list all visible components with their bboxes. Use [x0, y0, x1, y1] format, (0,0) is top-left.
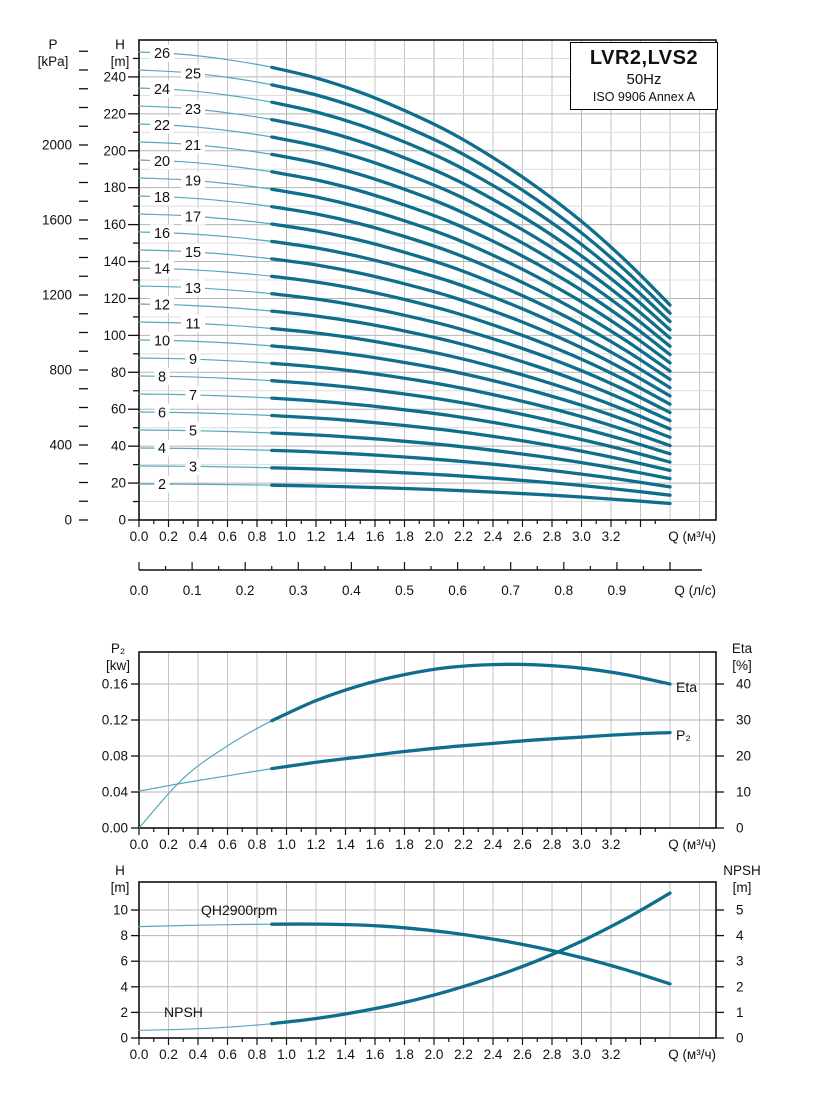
npsh-axis-header: [712, 862, 772, 896]
svg-text:0: 0: [736, 820, 744, 836]
h-bottom-axis-header: [96, 862, 144, 896]
svg-text:80: 80: [110, 364, 126, 380]
qh2900-curve-label: QH2900rpm: [201, 902, 278, 918]
svg-text:0: 0: [736, 1030, 744, 1046]
svg-text:0.00: 0.00: [101, 820, 128, 836]
svg-text:240: 240: [103, 69, 126, 85]
svg-text:2.6: 2.6: [513, 1047, 532, 1062]
p-axis-unit: [kPa]: [37, 54, 69, 69]
svg-text:0.5: 0.5: [395, 583, 414, 598]
svg-text:0.0: 0.0: [129, 529, 149, 544]
pump-frequency: 50Hz: [626, 71, 662, 88]
svg-text:4: 4: [736, 928, 744, 944]
p2-curve-label: P₂: [676, 727, 691, 743]
p2-curve: [272, 733, 670, 769]
h-axis-title: H: [115, 37, 125, 52]
svg-text:9: 9: [188, 352, 198, 369]
svg-text:1.8: 1.8: [395, 837, 414, 852]
svg-text:20: 20: [110, 475, 126, 491]
svg-text:0.8: 0.8: [247, 1047, 267, 1062]
svg-text:23: 23: [184, 102, 202, 119]
main-p-axis: [42, 51, 88, 527]
svg-text:800: 800: [49, 362, 72, 378]
svg-text:3: 3: [736, 953, 744, 969]
p2-axis-title: P₂: [110, 641, 126, 656]
svg-text:2.4: 2.4: [483, 1047, 503, 1062]
svg-text:18: 18: [153, 189, 171, 206]
svg-text:2: 2: [736, 979, 744, 995]
svg-text:1.4: 1.4: [336, 529, 355, 544]
middle-x-axis: [130, 828, 656, 852]
svg-text:17: 17: [184, 209, 202, 226]
title-box: [570, 42, 718, 110]
svg-text:2: 2: [120, 1004, 128, 1020]
svg-text:0.4: 0.4: [188, 837, 208, 852]
npsh-axis-unit: [m]: [732, 880, 752, 895]
svg-text:2.0: 2.0: [424, 837, 444, 852]
main-x-axis-lps: [130, 562, 702, 598]
svg-text:3.2: 3.2: [601, 529, 621, 544]
eta-axis-header: [718, 640, 766, 674]
svg-text:0.4: 0.4: [188, 529, 208, 544]
pump-model: LVR2,LVS2: [589, 47, 699, 69]
svg-text:200: 200: [103, 143, 126, 159]
svg-text:1.8: 1.8: [395, 1047, 414, 1062]
svg-text:60: 60: [110, 401, 126, 417]
svg-text:2.8: 2.8: [542, 529, 562, 544]
svg-text:0.0: 0.0: [129, 1047, 149, 1062]
q-unit-middle: Q (м³/ч): [668, 837, 716, 852]
svg-text:3.2: 3.2: [601, 1047, 621, 1062]
svg-text:0.9: 0.9: [607, 583, 627, 598]
svg-text:0.0: 0.0: [129, 583, 149, 598]
svg-text:10: 10: [736, 784, 752, 800]
svg-text:30: 30: [736, 712, 752, 728]
svg-text:1.8: 1.8: [395, 529, 414, 544]
svg-text:0.04: 0.04: [101, 784, 128, 800]
svg-text:100: 100: [103, 327, 126, 343]
svg-text:26: 26: [153, 46, 171, 63]
middle-chart-border: [139, 652, 716, 828]
svg-text:12: 12: [153, 297, 171, 314]
svg-text:2: 2: [157, 477, 167, 494]
svg-text:2000: 2000: [41, 137, 72, 153]
bottom-x-axis: [130, 1038, 656, 1062]
svg-text:0.6: 0.6: [218, 1047, 237, 1062]
svg-text:15: 15: [184, 245, 202, 262]
eta-curve: [272, 664, 670, 720]
svg-text:0.12: 0.12: [101, 712, 128, 728]
svg-text:0.3: 0.3: [288, 583, 308, 598]
npsh-curve-label: NPSH: [164, 1004, 203, 1020]
svg-text:0.8: 0.8: [247, 529, 267, 544]
svg-text:13: 13: [184, 280, 202, 297]
svg-text:1.2: 1.2: [306, 837, 326, 852]
svg-text:22: 22: [153, 118, 171, 135]
h-axis-unit: [m]: [110, 54, 130, 69]
svg-text:5: 5: [188, 423, 198, 440]
qh2900-curve: [272, 924, 670, 984]
svg-text:0.6: 0.6: [218, 529, 237, 544]
svg-text:19: 19: [184, 173, 202, 190]
svg-text:2.4: 2.4: [483, 529, 503, 544]
bottom-left-axis: [113, 903, 139, 1046]
middle-left-axis: [102, 677, 139, 836]
svg-text:1.6: 1.6: [365, 529, 385, 544]
q-unit-lps: Q (л/с): [674, 583, 716, 598]
svg-text:0.6: 0.6: [218, 837, 237, 852]
svg-text:4: 4: [157, 441, 167, 458]
svg-text:25: 25: [184, 66, 202, 83]
p-axis-title: P: [48, 37, 58, 52]
svg-text:20: 20: [153, 153, 171, 170]
bottom-right-axis: [716, 903, 744, 1046]
svg-text:0: 0: [118, 512, 126, 528]
svg-text:0: 0: [64, 512, 72, 528]
svg-text:0.1: 0.1: [182, 583, 202, 598]
svg-text:16: 16: [153, 225, 171, 242]
main-h-axis: [103, 58, 139, 527]
svg-text:2.8: 2.8: [542, 1047, 562, 1062]
svg-text:11: 11: [185, 316, 201, 333]
svg-text:0.8: 0.8: [247, 837, 267, 852]
svg-text:8: 8: [120, 928, 128, 944]
svg-text:3: 3: [188, 459, 198, 476]
main-x-axis: [130, 520, 656, 544]
svg-text:400: 400: [49, 437, 72, 453]
npsh-curve: [272, 893, 670, 1024]
svg-text:10: 10: [153, 333, 171, 350]
q-unit-bottom: Q (м³/ч): [668, 1047, 716, 1062]
svg-text:3.2: 3.2: [601, 837, 621, 852]
svg-text:10: 10: [112, 902, 128, 918]
svg-text:24: 24: [153, 82, 171, 99]
eta-axis-title: Eta: [731, 641, 753, 656]
svg-text:8: 8: [157, 369, 167, 386]
eta-axis-unit: [%]: [732, 658, 752, 673]
h-bottom-axis-unit: [m]: [110, 880, 130, 895]
npsh-axis-title: NPSH: [723, 863, 761, 878]
svg-text:0.0: 0.0: [129, 837, 149, 852]
test-standard: ISO 9906 Annex A: [592, 90, 696, 104]
svg-text:2.6: 2.6: [513, 837, 532, 852]
svg-text:0.2: 0.2: [235, 583, 255, 598]
svg-text:0.8: 0.8: [554, 583, 574, 598]
svg-text:5: 5: [736, 902, 744, 918]
svg-text:2.8: 2.8: [542, 837, 562, 852]
svg-text:7: 7: [188, 387, 198, 404]
svg-text:2.2: 2.2: [454, 529, 473, 544]
svg-text:0.2: 0.2: [159, 837, 178, 852]
svg-text:0.4: 0.4: [342, 583, 361, 598]
svg-text:2.2: 2.2: [454, 837, 473, 852]
svg-text:1.2: 1.2: [306, 529, 326, 544]
svg-text:14: 14: [153, 261, 171, 278]
svg-text:1.6: 1.6: [365, 1047, 385, 1062]
svg-text:1.2: 1.2: [306, 1047, 326, 1062]
svg-text:1.4: 1.4: [336, 1047, 355, 1062]
h-bottom-axis-title: H: [115, 863, 125, 878]
qh-curve-stage-16: [272, 241, 670, 387]
svg-text:120: 120: [103, 290, 126, 306]
svg-text:3.0: 3.0: [572, 529, 591, 544]
svg-text:3.0: 3.0: [572, 1047, 591, 1062]
svg-text:0.6: 0.6: [448, 583, 467, 598]
svg-text:40: 40: [736, 676, 752, 692]
svg-text:0.2: 0.2: [159, 529, 178, 544]
svg-text:140: 140: [103, 254, 126, 270]
middle-right-axis: [716, 677, 751, 836]
h-axis-header: [96, 36, 144, 70]
svg-text:2.4: 2.4: [483, 837, 503, 852]
svg-text:1.6: 1.6: [365, 837, 385, 852]
p-axis-header: [29, 36, 77, 70]
svg-text:1.0: 1.0: [277, 1047, 296, 1062]
svg-text:2.6: 2.6: [513, 529, 532, 544]
p2-axis-header: [94, 640, 142, 674]
svg-text:1.0: 1.0: [277, 529, 296, 544]
svg-text:0: 0: [120, 1030, 128, 1046]
svg-text:6: 6: [157, 405, 167, 422]
svg-text:2.0: 2.0: [424, 1047, 444, 1062]
svg-text:1.4: 1.4: [336, 837, 355, 852]
svg-text:21: 21: [184, 137, 202, 154]
svg-text:20: 20: [736, 748, 752, 764]
q-unit-main: Q (м³/ч): [668, 529, 716, 544]
svg-text:0.7: 0.7: [501, 583, 521, 598]
svg-text:0.2: 0.2: [159, 1047, 178, 1062]
svg-text:2.0: 2.0: [424, 529, 444, 544]
svg-text:180: 180: [103, 180, 126, 196]
svg-text:0.16: 0.16: [101, 676, 128, 692]
middle-chart-grid: [139, 652, 716, 828]
p2-axis-unit: [kw]: [105, 658, 130, 673]
eta-curve-label: Eta: [676, 679, 698, 695]
svg-text:1: 1: [736, 1004, 744, 1020]
svg-text:6: 6: [120, 953, 128, 969]
svg-text:4: 4: [120, 979, 128, 995]
svg-text:1.0: 1.0: [277, 837, 296, 852]
svg-text:0.4: 0.4: [188, 1047, 208, 1062]
svg-text:2.2: 2.2: [454, 1047, 473, 1062]
svg-text:1200: 1200: [41, 287, 72, 303]
svg-text:40: 40: [110, 438, 126, 454]
svg-text:220: 220: [103, 106, 126, 122]
svg-text:160: 160: [103, 217, 126, 233]
svg-text:1600: 1600: [41, 212, 72, 228]
svg-text:3.0: 3.0: [572, 837, 591, 852]
svg-text:0.08: 0.08: [101, 748, 128, 764]
